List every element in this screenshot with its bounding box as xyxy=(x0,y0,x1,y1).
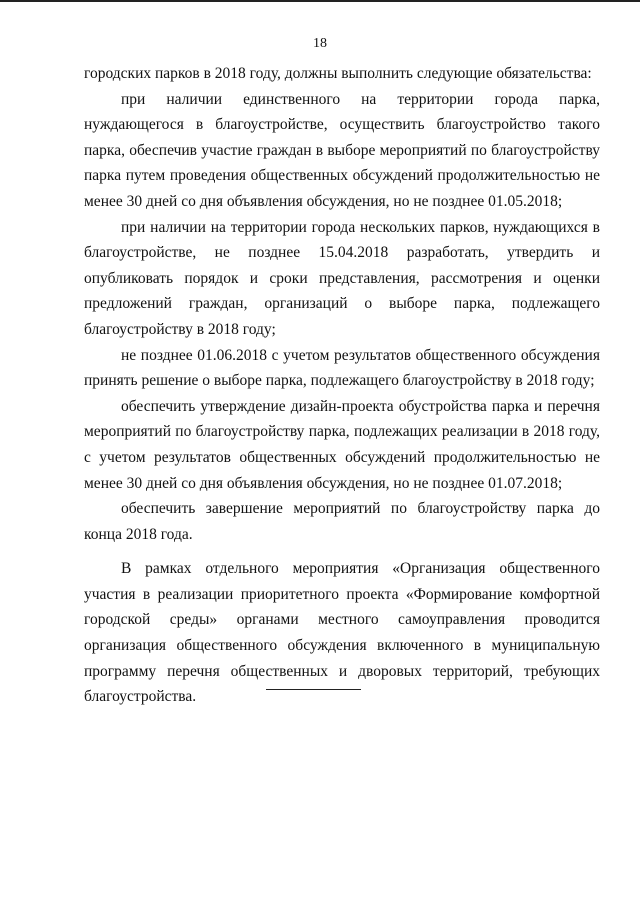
page-number: 18 xyxy=(313,36,327,51)
paragraph-multiple-parks: при наличии на территории города нескольких парков, нуждающихся в благоустройстве, не позднее 15.04.2018 разработать, утвердить и опубликовать порядок и сроки представления, рассмотрения и оценки предложений граждан, организаций о выборе парка, подлежащего благоустройству в 2018 году; xyxy=(84,218,600,338)
closing-separator-line xyxy=(266,689,361,690)
paragraph-completion: обеспечить завершение мероприятий по благоустройству парка до конца 2018 года. xyxy=(84,500,600,543)
paragraph-park-decision: не позднее 01.06.2018 с учетом результатов общественного обсуждения принять решение о выборе парка, подлежащего благоустройству в 2018 году; xyxy=(84,346,600,390)
paragraph-public-participation: В рамках отдельного мероприятия «Организация общественного участия в реализации приоритетного проекта «Формирование комфортной городской среды» органами местного самоуправления проводится организация общественного обсуждения включенного в муниципальную программу перечня общественных и дворовых территорий, требующих благоустройства. xyxy=(84,560,600,706)
paragraph-single-park: при наличии единственного на территории города парка, нуждающегося в благоустройстве, осуществить благоустройство такого парка, обеспечив участие граждан в выборе мероприятий по благоустройству парка путем проведения общественных обсуждений продолжительностью не менее 30 дней со дня объявления обсуждения, но не позднее 01.05.2018; xyxy=(84,90,600,210)
top-border-rule xyxy=(0,0,640,2)
paragraph-design-project: обеспечить утверждение дизайн-проекта обустройства парка и перечня мероприятий по благоустройству парка, подлежащих реализации в 2018 году, с учетом результатов общественных обсуждений продолжительностью не менее 30 дней со дня объявления обсуждения, но не позднее 01.07.2018; xyxy=(84,397,600,492)
document-body xyxy=(84,61,600,710)
paragraph-continuation: городских парков в 2018 году, должны выполнить следующие обязательства: xyxy=(84,65,592,82)
